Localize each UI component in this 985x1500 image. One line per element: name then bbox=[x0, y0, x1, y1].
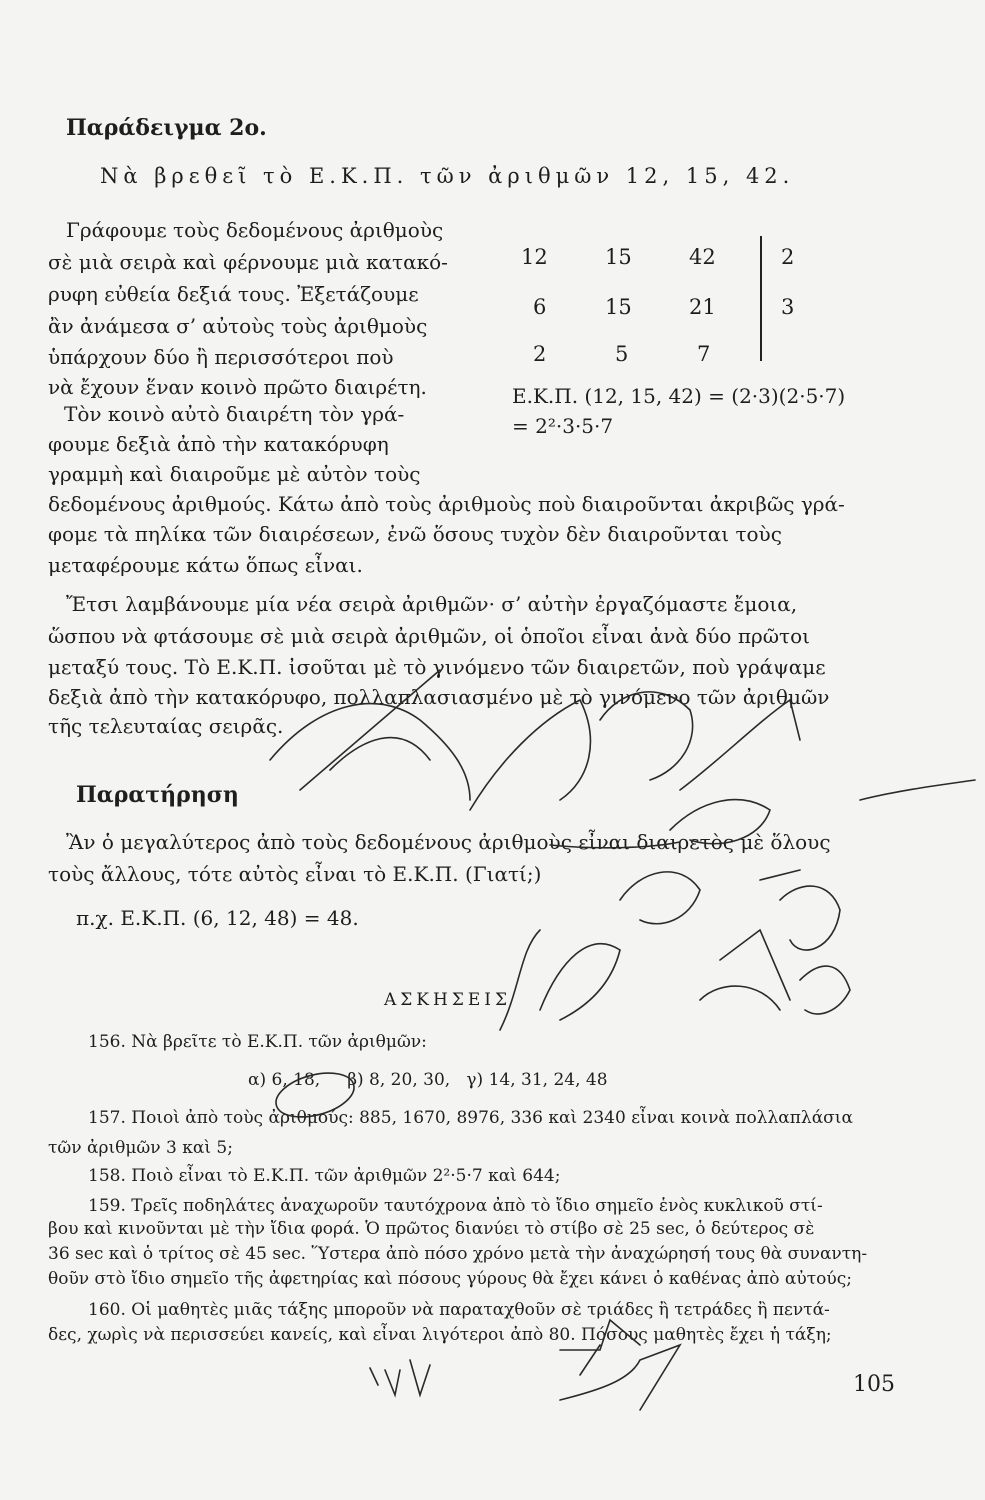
remark-example: π.χ. Ε.Κ.Π. (6, 12, 48) = 48. bbox=[76, 906, 359, 930]
divisor-cell: 2 bbox=[781, 245, 795, 269]
scribble-stroke bbox=[720, 870, 800, 1000]
table-cell: 2 bbox=[533, 342, 547, 366]
text-line: Ἂν ὁ μεγαλύτερος ἀπὸ τοὺς δεδομένους ἀριθμοὺς εἶναι διαιρετὸς μὲ ὅλους bbox=[66, 830, 831, 854]
exercise-156-options: α) 6, 18, β) 8, 20, 30, γ) 14, 31, 24, 48 bbox=[248, 1070, 608, 1090]
scribble-stroke bbox=[860, 780, 975, 800]
lcm-result: Ε.Κ.Π. (12, 15, 42) = (2·3)(2·5·7) bbox=[512, 384, 846, 408]
text-line: δεξιὰ ἀπὸ τὴν κατακόρυφο, πολλαπλασιασμένο μὲ τὸ γινόμενο τῶν ἀριθμῶν bbox=[48, 685, 830, 709]
text-line: δεδομένους ἀριθμούς. Κάτω ἀπὸ τοὺς ἀριθμοὺς ποὺ διαιροῦνται ἀκριβῶς γρά- bbox=[48, 492, 845, 516]
example-statement: Νὰ βρεθεῖ τὸ Ε.Κ.Π. τῶν ἀριθμῶν 12, 15, 42. bbox=[100, 164, 795, 188]
text-line: ρυφη εὐθεία δεξιά τους. Ἐξετάζουμε bbox=[48, 282, 419, 306]
example-title: Παράδειγμα 2ο. bbox=[66, 115, 267, 141]
text-line: ἂν ἀνάμεσα σ’ αὐτοὺς τοὺς ἀριθμοὺς bbox=[48, 314, 428, 338]
page-number: 105 bbox=[853, 1372, 895, 1397]
table-cell: 5 bbox=[615, 342, 629, 366]
scribble-stroke bbox=[700, 986, 780, 1010]
scribble-stroke bbox=[370, 1360, 430, 1395]
text-line: γραμμὴ καὶ διαιροῦμε μὲ αὐτὸν τοὺς bbox=[48, 462, 421, 486]
text-line: βου καὶ κινοῦνται μὲ τὴν ἴδια φορά. Ὁ πρῶτος διανύει τὸ στίβο σὲ 25 sec, ὁ δεύτερος σὲ bbox=[48, 1219, 815, 1239]
text-line: σὲ μιὰ σειρὰ καὶ φέρνουμε μιὰ κατακό- bbox=[48, 250, 448, 274]
table-cell: 7 bbox=[697, 342, 711, 366]
scribble-stroke bbox=[620, 872, 700, 924]
exercise-158: 158. Ποιὸ εἶναι τὸ Ε.Κ.Π. τῶν ἀριθμῶν 2²·5·7 καὶ 644; bbox=[88, 1166, 561, 1186]
lcm-result-power: = 2²·3·5·7 bbox=[512, 414, 614, 438]
table-cell: 15 bbox=[605, 295, 632, 319]
text-line: νὰ ἔχουν ἕναν κοινὸ πρῶτο διαιρέτη. bbox=[48, 375, 427, 399]
table-cell: 42 bbox=[689, 245, 716, 269]
table-cell: 21 bbox=[689, 295, 716, 319]
text-line: μεταξύ τους. Τὸ Ε.Κ.Π. ἰσοῦται μὲ τὸ γινόμενο τῶν διαιρετῶν, ποὺ γράψαμε bbox=[48, 655, 826, 679]
exercise-157: 157. Ποιοὶ ἀπὸ τοὺς ἀριθμούς: 885, 1670, 8976, 336 καὶ 2340 εἶναι κοινὰ πολλαπλάσια bbox=[88, 1108, 853, 1128]
scribble-stroke bbox=[500, 930, 540, 1030]
text-line: 36 sec καὶ ὁ τρίτος σὲ 45 sec. Ὕστερα ἀπὸ πόσο χρόνο μετὰ τὴν ἀναχώρησή τους θὰ συναντη- bbox=[48, 1244, 868, 1264]
text-line: θοῦν στὸ ἴδιο σημεῖο τῆς ἀφετηρίας καὶ πόσους γύρους θὰ ἔχει κάνει ὁ καθένας ἀπὸ αὐτούς; bbox=[48, 1269, 852, 1289]
table-cell: 6 bbox=[533, 295, 547, 319]
scribble-stroke bbox=[270, 704, 470, 800]
text-line: Τὸν κοινὸ αὐτὸ διαιρέτη τὸν γρά- bbox=[64, 402, 405, 426]
exercise-160: 160. Οἱ μαθητὲς μιᾶς τάξης μποροῦν νὰ παραταχθοῦν σὲ τριάδες ἢ τετράδες ἢ πεντά- bbox=[88, 1300, 830, 1320]
scribble-stroke bbox=[800, 966, 850, 1014]
scribble-stroke bbox=[780, 886, 840, 950]
scribble-stroke bbox=[540, 944, 620, 1020]
text-line: φουμε δεξιὰ ἀπὸ τὴν κατακόρυφη bbox=[48, 432, 389, 456]
text-line: μεταφέρουμε κάτω ὅπως εἶναι. bbox=[48, 553, 363, 577]
text-line: τῶν ἀριθμῶν 3 καὶ 5; bbox=[48, 1138, 233, 1158]
vertical-divider bbox=[760, 236, 762, 361]
remark-title: Παρατήρηση bbox=[76, 782, 239, 808]
exercise-159: 159. Τρεῖς ποδηλάτες ἀναχωροῦν ταυτόχρονα ἀπὸ τὸ ἴδιο σημεῖο ἑνὸς κυκλικοῦ στί- bbox=[88, 1196, 823, 1216]
text-line: Ἔτσι λαμβάνουμε μία νέα σειρὰ ἀριθμῶν· σ’ αὐτὴν ἐργαζόμαστε ἔμοια, bbox=[66, 592, 798, 616]
exercises-heading: ΑΣΚΗΣΕΙΣ bbox=[384, 990, 511, 1010]
scribble-stroke bbox=[470, 700, 590, 810]
table-cell: 12 bbox=[521, 245, 548, 269]
text-line: φομε τὰ πηλίκα τῶν διαιρέσεων, ἐνῶ ὅσους τυχὸν δὲν διαιροῦνται τοὺς bbox=[48, 522, 782, 546]
exercise-156: 156. Νὰ βρεῖτε τὸ Ε.Κ.Π. τῶν ἀριθμῶν: bbox=[88, 1032, 427, 1052]
divisor-cell: 3 bbox=[781, 295, 795, 319]
scribble-stroke bbox=[680, 700, 800, 790]
text-line: τοὺς ἄλλους, τότε αὐτὸς εἶναι τὸ Ε.Κ.Π. (Γιατί;) bbox=[48, 862, 542, 886]
text-line: ὥσπου νὰ φτάσουμε σὲ μιὰ σειρὰ ἀριθμῶν, οἱ ὁποῖοι εἶναι ἀνὰ δύο πρῶτοι bbox=[48, 624, 810, 648]
scribble-stroke bbox=[560, 1345, 680, 1410]
text-line: Γράφουμε τοὺς δεδομένους ἀριθμοὺς bbox=[66, 218, 444, 242]
text-line: τῆς τελευταίας σειρᾶς. bbox=[48, 714, 284, 738]
table-cell: 15 bbox=[605, 245, 632, 269]
text-line: ὑπάρχουν δύο ἢ περισσότεροι ποὺ bbox=[48, 345, 394, 369]
text-line: δες, χωρὶς νὰ περισσεύει κανείς, καὶ εἶναι λιγότεροι ἀπὸ 80. Πόσους μαθητὲς ἔχει ἡ τάξη; bbox=[48, 1325, 832, 1345]
